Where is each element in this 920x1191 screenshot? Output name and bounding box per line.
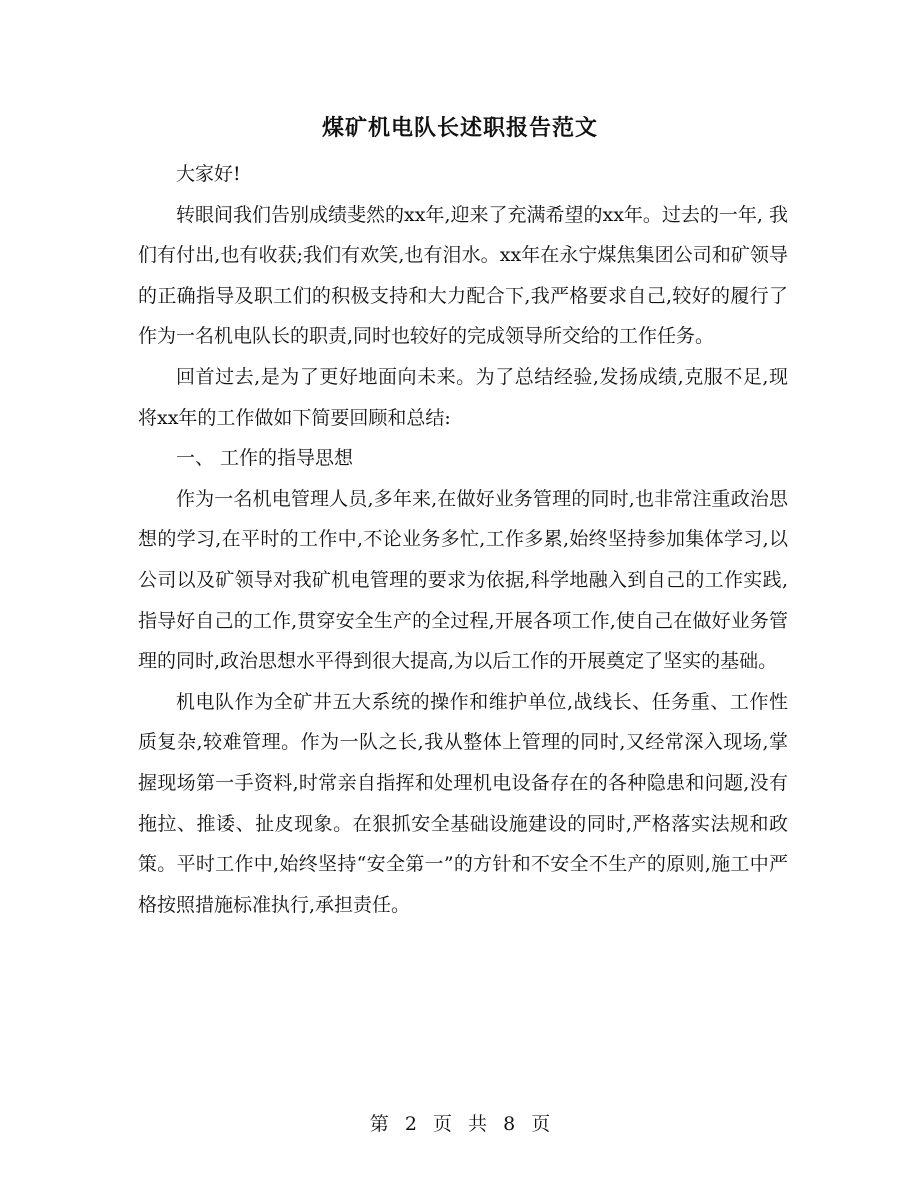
total-label: 共 — [468, 1113, 488, 1135]
section-heading: 一、 工作的指导思想 — [176, 447, 354, 470]
total-page-count: 8 — [503, 1113, 516, 1135]
body-paragraph: 回首过去,是为了更好地面向未来。为了总结经验,发扬成绩,克服不足,现将xx年的工作做如下简要回顾和总结: — [138, 365, 788, 429]
page-footer — [0, 1108, 920, 1140]
body-paragraph: 机电队作为全矿井五大系统的操作和维护单位,战线长、任务重、工作性质复杂,较难管理。作为一队之长,我从整体上管理的同时,又经常深入现场,掌握现场第一手资料,时常亲自指挥和处理机电设备存在的各种隐患和问题,没有拖拉、推诿、扯皮现象。在狠抓安全基础设施建设的同时,严格落实法规和政策。平时工作中,始终坚持“安全第一”的方针和不安全不生产的原则,施工中严格按照措施标准执行,承担责任。 — [138, 690, 788, 916]
greeting-paragraph: 大家好! — [176, 163, 241, 185]
page-label: 第 — [369, 1113, 389, 1135]
document-title: 煤矿机电队长述职报告范文 — [321, 115, 598, 141]
document-body — [138, 154, 788, 925]
body-paragraph: 转眼间我们告别成绩斐然的xx年,迎来了充满希望的xx年。过去的一年, 我们有付出,也有收获;我们有欢笑,也有泪水。xx年在永宁煤焦集团公司和矿领导的正确指导及职工们的积极支持和大力配合下,我严格要求自己,较好的履行了作为一名机电队长的职责,同时也较好的完成领导所交给的工作任务。 — [138, 203, 788, 348]
page-unit-label: 页 — [432, 1113, 452, 1135]
total-unit-label: 页 — [531, 1113, 551, 1135]
current-page-number: 2 — [404, 1113, 417, 1135]
body-paragraph: 作为一名机电管理人员,多年来,在做好业务管理的同时,也非常注重政治思想的学习,在平时的工作中,不论业务多忙,工作多累,始终坚持参加集体学习,以公司以及矿领导对我矿机电管理的要求为依据,科学地融入到自己的工作实践,指导好自己的工作,贯穿安全生产的全过程,开展各项工作,使自己在做好业务管理的同时,政治思想水平得到很大提高,为以后工作的开展奠定了坚实的基础。 — [138, 487, 788, 673]
